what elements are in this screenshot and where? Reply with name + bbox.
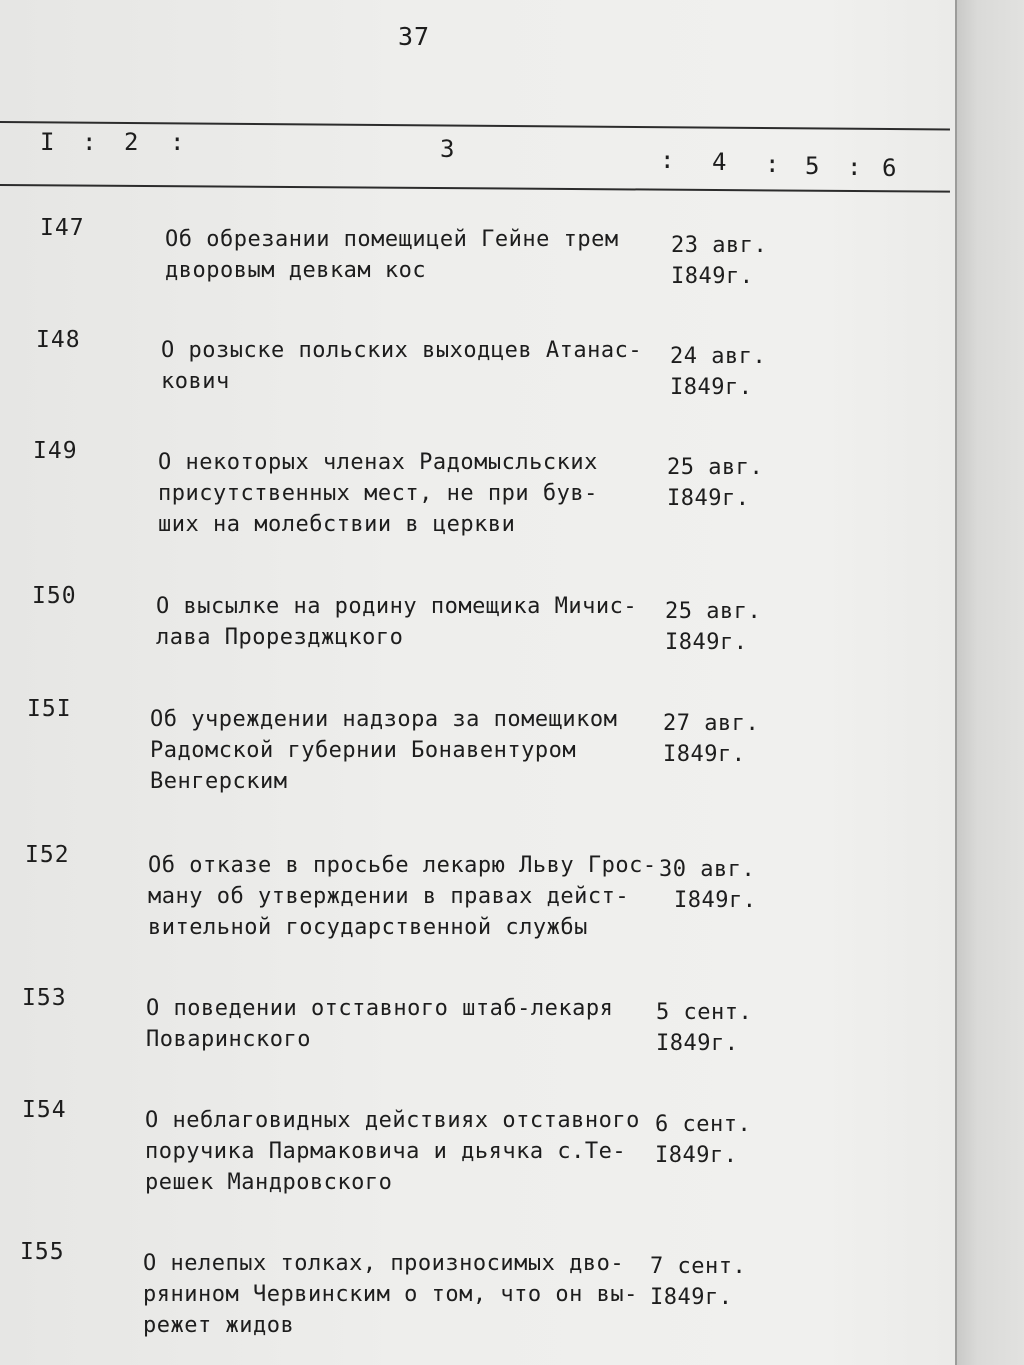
page-edge-shadow: [955, 0, 1024, 1365]
entry-number: I55: [20, 1239, 65, 1265]
entry-description-line: присутственных мест, не при бyв-: [158, 481, 598, 506]
column-header-4: 4: [712, 148, 727, 176]
entry-date: 23 авг.: [671, 233, 768, 258]
entry-date: 7 сент.: [650, 1254, 747, 1279]
entry-description-line: режет жидов: [143, 1313, 295, 1338]
entry-number: I50: [32, 583, 77, 609]
entry-description-line: Поваринского: [146, 1027, 311, 1052]
entry-year: I849г.: [655, 1143, 738, 1168]
entry-description-line: кович: [161, 369, 230, 394]
entry-year: I849г.: [674, 888, 757, 913]
entry-description-line: Об отказе в просьбе лекарю Льву Грос-: [148, 853, 657, 878]
column-header-2: 2: [124, 128, 139, 156]
column-header-5: 5: [805, 152, 820, 180]
entry-description-line: О неблаговидных действиях отставного: [145, 1108, 640, 1133]
entry-number: I48: [36, 327, 81, 353]
entry-number: I47: [40, 215, 85, 241]
entry-year: I849г.: [670, 375, 753, 400]
entry-date: 24 авг.: [670, 344, 767, 369]
column-separator: :: [170, 128, 185, 156]
entry-description-line: О розыске польских выходцев Атанас-: [161, 338, 643, 363]
column-separator: :: [660, 146, 675, 174]
entry-year: I849г.: [665, 630, 748, 655]
entry-number: I54: [22, 1097, 67, 1123]
entry-description-line: ших на молебствии в церкви: [158, 512, 516, 537]
header-rule-top: [0, 121, 950, 130]
entry-number: I49: [33, 438, 78, 464]
entry-date: 5 сент.: [656, 1000, 753, 1025]
entry-description-line: Венгерским: [150, 769, 288, 794]
entry-year: I849г.: [663, 742, 746, 767]
entry-year: I849г.: [671, 264, 754, 289]
entry-date: 25 авг.: [667, 455, 764, 480]
entry-year: I849г.: [650, 1285, 733, 1310]
page-number: 37: [398, 22, 431, 51]
entry-description-line: решек Мандровского: [145, 1170, 393, 1195]
entry-description-line: вительной государственной службы: [148, 915, 588, 940]
entry-description-line: рянином Червинским о том, что он вы-: [143, 1282, 638, 1307]
column-separator: :: [765, 150, 780, 178]
column-header-3: 3: [440, 135, 455, 163]
entry-description-line: Об учреждении надзора за помещиком: [150, 707, 618, 732]
entry-date: 25 авг.: [665, 599, 762, 624]
entry-description-line: Об обрезании помещицей Гейне трем: [165, 227, 619, 252]
entry-description-line: О нелепых толках, произносимых дво-: [143, 1251, 625, 1276]
entry-number: I53: [22, 985, 67, 1011]
entry-date: 30 авг.: [659, 857, 756, 882]
column-separator: :: [847, 153, 862, 181]
column-separator: :: [82, 128, 97, 156]
entry-description-line: О поведении отставного штаб-лекаря: [146, 996, 614, 1021]
entry-year: I849г.: [667, 486, 750, 511]
column-header-6: 6: [882, 154, 897, 182]
entry-description-line: дворовым девкам кос: [165, 258, 427, 283]
entry-number: I5I: [27, 696, 72, 722]
entry-description-line: О высылке на родину помещика Мичис-: [156, 594, 638, 619]
entry-number: I52: [25, 842, 70, 868]
entry-year: I849г.: [656, 1031, 739, 1056]
column-header-1: I: [40, 128, 55, 156]
entry-description-line: О некоторых членах Радомысльских: [158, 450, 598, 475]
header-rule-bottom: [0, 184, 950, 193]
entry-description-line: ману об утверждении в правах дейст-: [148, 884, 630, 909]
entry-description-line: лава Прорезджцкого: [156, 625, 404, 650]
entry-description-line: Радомской губернии Бонавентуром: [150, 738, 577, 763]
entry-description-line: поручика Пармаковича и дьячка с.Те-: [145, 1139, 627, 1164]
entry-date: 6 сент.: [655, 1112, 752, 1137]
entry-date: 27 авг.: [663, 711, 760, 736]
